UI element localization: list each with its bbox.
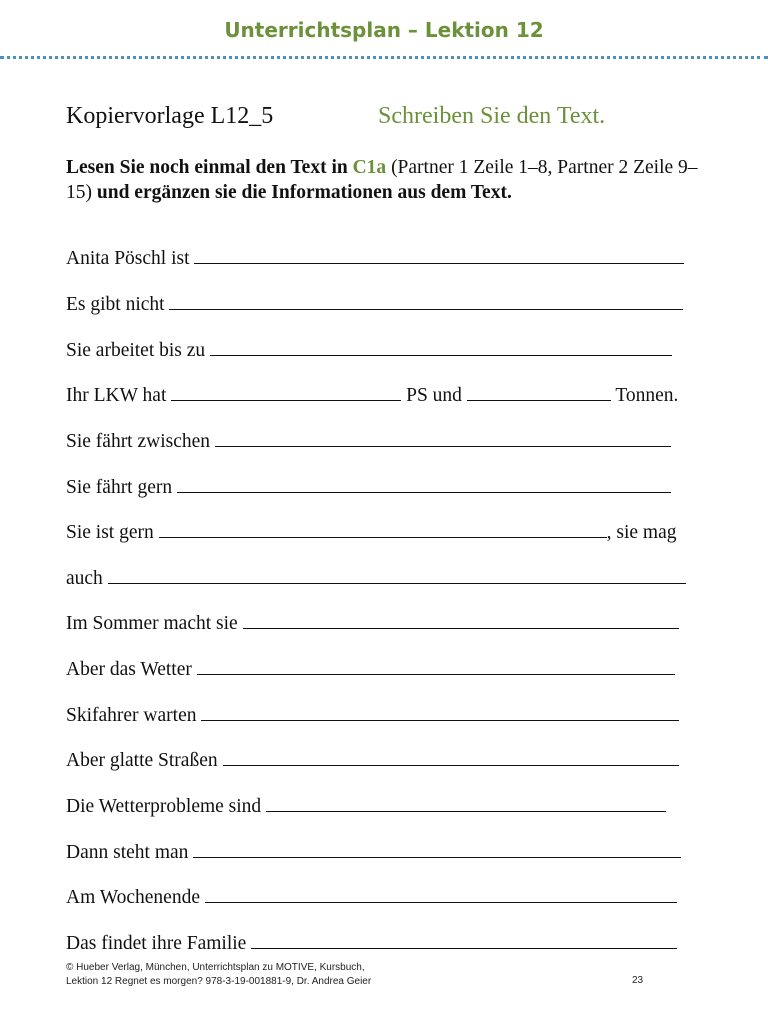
answer-blank[interactable]	[108, 566, 686, 584]
answer-blank[interactable]	[210, 338, 672, 356]
fill-line-prompt: Skifahrer warten	[66, 705, 197, 726]
fill-line-prompt: Die Wetterprobleme sind	[66, 796, 262, 817]
answer-blank[interactable]	[243, 611, 679, 629]
fill-line-13	[66, 794, 666, 820]
answer-blank[interactable]	[266, 794, 666, 812]
fill-line-prompt: Im Sommer macht sie	[66, 613, 238, 634]
footer-copyright	[66, 961, 686, 989]
fill-line-12	[66, 748, 679, 774]
fill-line-4	[66, 383, 678, 409]
fill-line-prompt: Tonnen.	[615, 385, 679, 406]
fill-line-14	[66, 840, 681, 866]
answer-blank[interactable]	[193, 840, 681, 858]
fill-line-prompt: Das findet ihre Familie	[66, 933, 247, 954]
instructions	[66, 155, 716, 205]
instructions-part3: und ergänzen sie die Informationen aus dem Text.	[96, 182, 512, 203]
answer-blank[interactable]	[159, 520, 607, 538]
instructions-reference: C1a	[352, 157, 387, 178]
worksheet-code: Kopiervorlage L12_5	[66, 103, 274, 129]
fill-line-prompt: auch	[66, 568, 103, 589]
footer-line: Lektion 12 Regnet es morgen? 978-3-19-001881-9, Dr. Andrea Geier	[66, 976, 372, 987]
instructions-part2: (Partner 1 Zeile 1–8, Partner 2 Zeile 9–15)	[66, 157, 698, 203]
answer-blank[interactable]	[171, 383, 401, 401]
fill-line-prompt: Ihr LKW hat	[66, 385, 167, 406]
fill-line-9	[66, 611, 679, 637]
answer-blank[interactable]	[197, 657, 675, 675]
fill-line-8	[66, 566, 686, 592]
fill-line-prompt: Am Wochenende	[66, 887, 200, 908]
fill-line-prompt: Sie fährt zwischen	[66, 431, 211, 452]
fill-line-15	[66, 885, 677, 911]
fill-line-1	[66, 246, 684, 272]
fill-line-prompt: Dann steht man	[66, 842, 189, 863]
answer-blank[interactable]	[169, 292, 683, 310]
fill-line-11	[66, 703, 679, 729]
fill-line-5	[66, 429, 671, 455]
fill-line-prompt: Sie arbeitet bis zu	[66, 340, 206, 361]
worksheet-title-row	[66, 103, 726, 135]
answer-blank[interactable]	[194, 246, 684, 264]
fill-line-prompt: PS und	[406, 385, 462, 406]
answer-blank[interactable]	[177, 475, 671, 493]
worksheet-task: Schreiben Sie den Text.	[378, 103, 606, 129]
answer-blank[interactable]	[467, 383, 611, 401]
answer-blank[interactable]	[201, 703, 679, 721]
page-header-title: Unterrichtsplan – Lektion 12	[224, 18, 544, 42]
answer-blank[interactable]	[205, 885, 677, 903]
page-number: 23	[632, 975, 644, 986]
header-dotted-divider	[0, 56, 768, 59]
fill-line-prompt: Anita Pöschl ist	[66, 248, 190, 269]
answer-blank[interactable]	[215, 429, 671, 447]
fill-line-3	[66, 338, 672, 364]
fill-line-7	[66, 520, 676, 546]
footer-line: © Hueber Verlag, München, Unterrichtsplan zu MOTIVE, Kursbuch,	[66, 962, 365, 973]
fill-line-prompt: Es gibt nicht	[66, 294, 165, 315]
fill-line-10	[66, 657, 675, 683]
fill-line-2	[66, 292, 683, 318]
instructions-part1: Lesen Sie noch einmal den Text in	[66, 157, 353, 178]
fill-line-prompt: Sie fährt gern	[66, 477, 173, 498]
answer-blank[interactable]	[223, 748, 679, 766]
fill-line-prompt: , sie mag	[606, 522, 677, 543]
answer-blank[interactable]	[251, 931, 677, 949]
fill-line-prompt: Aber das Wetter	[66, 659, 192, 680]
fill-line-prompt: Aber glatte Straßen	[66, 750, 218, 771]
fill-line-6	[66, 475, 671, 501]
fill-line-prompt: Sie ist gern	[66, 522, 154, 543]
fill-line-16	[66, 931, 677, 957]
